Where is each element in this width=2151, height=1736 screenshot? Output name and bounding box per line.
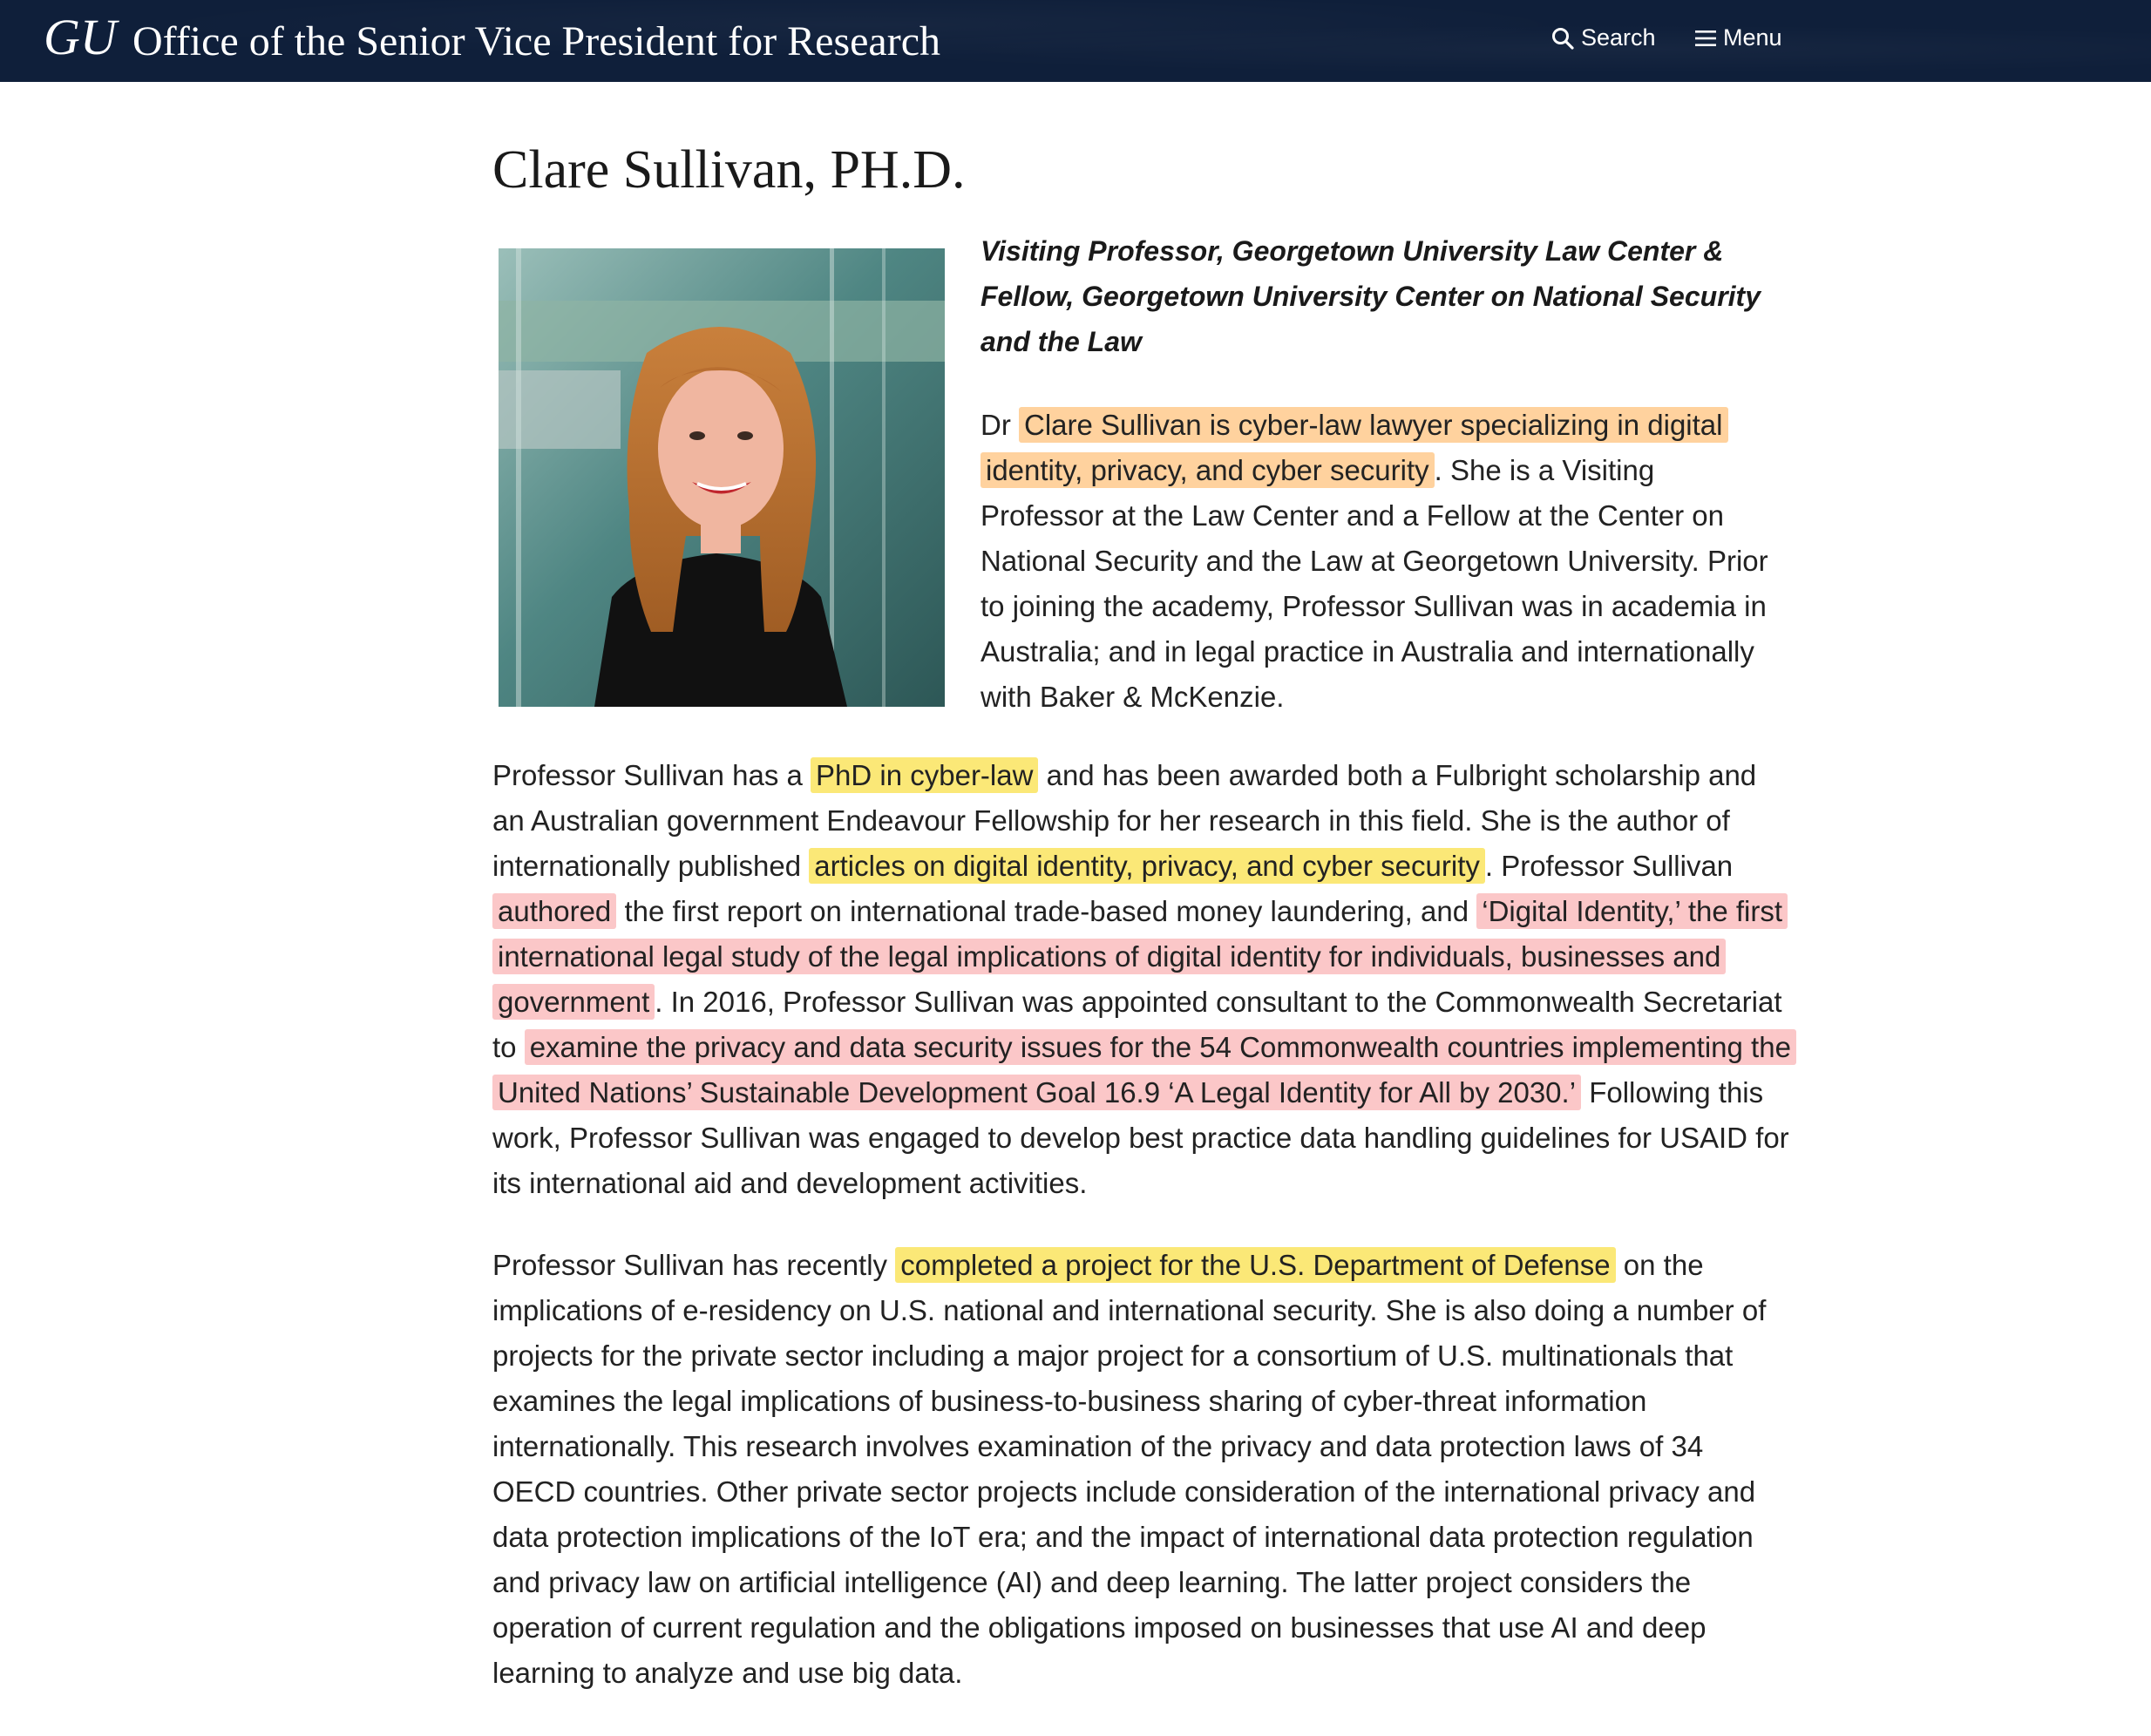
- text-segment: Professor Sullivan has a: [492, 759, 811, 791]
- highlight-yellow[interactable]: completed a project for the U.S. Department of Defense: [895, 1247, 1615, 1283]
- hamburger-menu-icon: [1695, 29, 1716, 48]
- site-header: [0, 0, 2151, 82]
- gu-logo[interactable]: GU: [44, 9, 117, 65]
- text-segment: Professor Sullivan has recently: [492, 1249, 896, 1281]
- text-segment: . Professor Sullivan: [1484, 850, 1734, 882]
- text-segment: the first report on international trade-based money laundering, and: [616, 895, 1477, 927]
- highlight-pink[interactable]: ‘Digital Identity,’ the first international legal study of the legal implications of digital identity for individuals, businesses and government: [492, 893, 1788, 1020]
- text-segment: Following this work, Professor Sullivan was engaged to develop best practice data handling guidelines for USAID for its international aid and development activities.: [492, 1076, 1789, 1199]
- search-label: Search: [1581, 24, 1656, 51]
- page-title: Clare Sullivan, PH.D.: [492, 140, 966, 200]
- role-title: Visiting Professor, Georgetown University Law Center & Fellow, Georgetown University Center on National Security and the Law: [981, 235, 1761, 357]
- text-segment: on the implications of e-residency on U.S. national and international security. She is also doing a number of projects for the private sector including a major project for a consortium of U.S. multinationals that examines the legal implications of business-to-business sharing of cyber-threat information internationally. This research involves examination of the privacy and data protection laws of 34 OECD countries. Other private sector projects include consideration of the international privacy and data protection implications of the IoT era; and the impact of international data protection regulation and privacy law on artificial intelligence (AI) and deep learning. The latter project considers the operation of current regulation and the obligations imposed on businesses that use AI and deep learning to analyze and use big data.: [492, 1249, 1767, 1689]
- text-segment: . She is a Visiting Professor at the Law Center and a Fellow at the Center on National Security and the Law at Georgetown University. Prior to joining the academy, Professor Sullivan was in academia in Australia; and in legal practice in Australia and internationally with Baker & McKenzie.: [981, 454, 1768, 713]
- profile-photo: [499, 248, 945, 707]
- highlight-pink[interactable]: authored: [492, 893, 616, 929]
- bio-paragraph-2: [492, 753, 1791, 1206]
- search-button[interactable]: [1551, 24, 1656, 51]
- portrait-image: [499, 248, 945, 707]
- bio-paragraph-3: [492, 1243, 1791, 1696]
- menu-button[interactable]: [1695, 24, 1782, 51]
- bio-paragraph-1: [981, 403, 1782, 720]
- site-title[interactable]: Office of the Senior Vice President for Research: [132, 18, 941, 64]
- text-segment: . In 2016, Professor Sullivan was appointed consultant to the Commonwealth Secretariat to: [492, 986, 1782, 1063]
- bio-section-2: [492, 753, 1791, 1206]
- intro-section: [981, 228, 1782, 720]
- highlight-orange[interactable]: Clare Sullivan is cyber-law lawyer specializing in digital identity, privacy, and cyber security: [981, 407, 1728, 488]
- highlight-yellow[interactable]: articles on digital identity, privacy, and cyber security: [809, 848, 1485, 884]
- highlight-pink[interactable]: examine the privacy and data security issues for the 54 Commonwealth countries implementing the United Nations’ Sustainable Development Goal 16.9 ‘A Legal Identity for All by 2030.’: [492, 1029, 1796, 1110]
- menu-label: Menu: [1723, 24, 1782, 51]
- highlight-yellow[interactable]: PhD in cyber-law: [811, 757, 1038, 793]
- text-segment: and has been awarded both a Fulbright scholarship and an Australian government Endeavour Fellowship for her research in this field. She is the author of internationally published: [492, 759, 1757, 882]
- bio-section-3: [492, 1243, 1791, 1696]
- search-icon: [1551, 27, 1574, 50]
- text-segment: Dr: [981, 409, 1019, 441]
